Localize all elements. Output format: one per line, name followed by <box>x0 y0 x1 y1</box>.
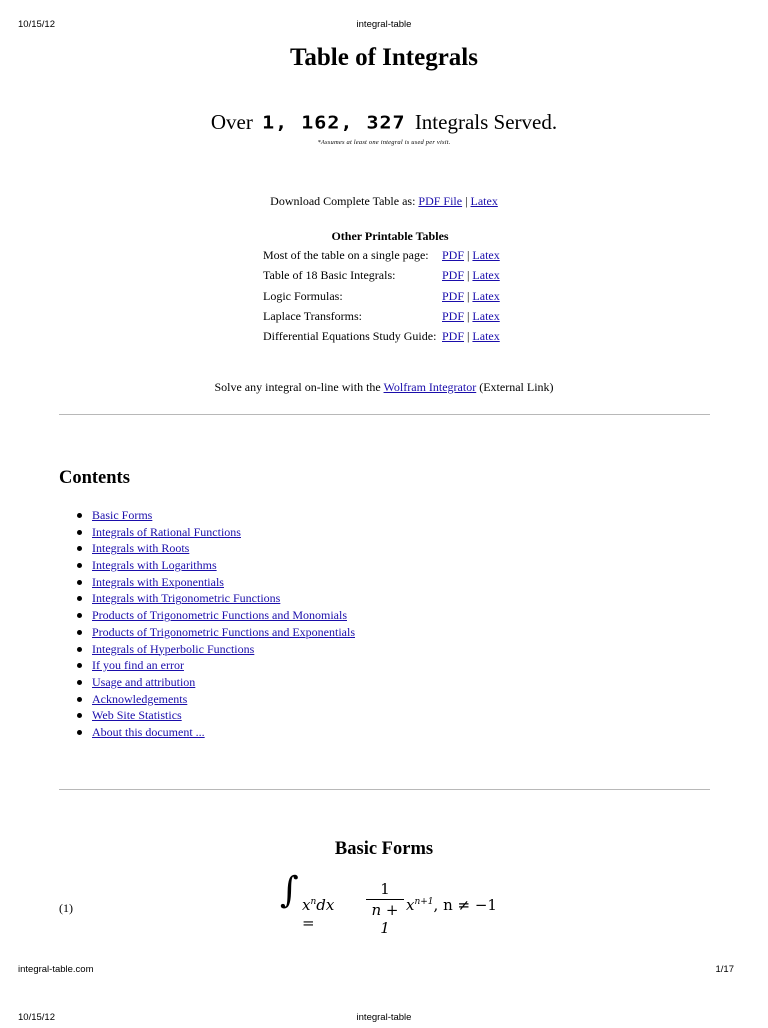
external-link-note: (External Link) <box>479 380 554 394</box>
print-footer <box>0 964 768 980</box>
list-item <box>74 574 355 591</box>
list-item <box>74 624 355 641</box>
counter-line <box>0 110 768 135</box>
link-separator: | <box>467 308 470 323</box>
contents-link[interactable]: About this document ... <box>92 724 205 739</box>
list-item <box>74 607 355 624</box>
list-item <box>74 657 355 674</box>
printable-row <box>260 265 520 285</box>
bullet-icon <box>77 563 82 568</box>
printable-label: Logic Formulas: <box>263 288 343 303</box>
list-item <box>74 540 355 557</box>
bullet-icon <box>77 713 82 718</box>
bullet-icon <box>77 513 82 518</box>
list-item <box>74 674 355 691</box>
list-item <box>74 641 355 658</box>
list-item <box>74 724 355 741</box>
printable-latex-link[interactable]: Latex <box>472 329 500 344</box>
list-item <box>74 707 355 724</box>
print-date: 10/15/12 <box>18 19 55 30</box>
counter-prefix: Over <box>210 110 253 134</box>
printable-latex-link[interactable]: Latex <box>472 288 500 303</box>
bullet-icon <box>77 530 82 535</box>
link-separator: | <box>467 268 470 283</box>
contents-link[interactable]: Integrals of Hyperbolic Functions <box>92 641 255 656</box>
contents-link[interactable]: Integrals with Logarithms <box>92 558 217 573</box>
contents-link[interactable]: If you find an error <box>92 658 184 673</box>
formula-result: $x^{n+1}$, n ≠ −1 <box>406 896 497 914</box>
fraction-bar <box>366 899 404 900</box>
bullet-icon <box>77 580 82 585</box>
counter-number: 1, 162, 327 <box>262 111 406 133</box>
print-header <box>0 19 768 35</box>
printable-label: Table of 18 Basic Integrals: <box>263 268 396 283</box>
integral-sign-icon: ∫ <box>280 870 299 911</box>
contents-link[interactable]: Web Site Statistics <box>92 708 182 723</box>
printable-label: Laplace Transforms: <box>263 308 362 323</box>
print-title: integral-table <box>356 1012 412 1023</box>
contents-link[interactable]: Integrals with Exponentials <box>92 574 224 589</box>
fraction-denominator: n + 1 <box>371 901 399 937</box>
printable-tables <box>260 227 520 346</box>
bullet-icon <box>77 613 82 618</box>
contents-link[interactable]: Integrals of Rational Functions <box>92 524 241 539</box>
contents-link[interactable]: Usage and attribution <box>92 674 196 689</box>
download-text: Download Complete Table as: <box>270 194 416 208</box>
link-separator: | <box>467 329 470 344</box>
contents-link[interactable]: Integrals with Trigonometric Functions <box>92 591 281 606</box>
section-divider <box>59 789 710 790</box>
printable-pdf-link[interactable]: PDF <box>442 329 465 344</box>
bullet-icon <box>77 630 82 635</box>
contents-link[interactable]: Products of Trigonometric Functions and Exponentials <box>92 624 355 639</box>
list-item <box>74 507 355 524</box>
print-title: integral-table <box>356 19 412 30</box>
printable-row <box>260 306 520 326</box>
wolfram-integrator-link[interactable]: Wolfram Integrator <box>383 380 477 394</box>
link-separator: | <box>467 248 470 262</box>
printable-label: Differential Equations Study Guide: <box>263 329 437 344</box>
printable-pdf-link[interactable]: PDF <box>442 288 465 303</box>
printable-pdf-link[interactable]: PDF <box>442 308 465 323</box>
list-item <box>74 557 355 574</box>
bullet-icon <box>77 730 82 735</box>
bullet-icon <box>77 647 82 652</box>
printable-row <box>260 326 520 346</box>
formula-fraction <box>366 880 404 937</box>
formula-integrand: $x^ndx$ = <box>302 896 335 932</box>
download-latex-link[interactable]: Latex <box>470 194 498 208</box>
contents-link[interactable]: Basic Forms <box>92 508 153 522</box>
list-item <box>74 590 355 607</box>
download-separator: | <box>465 194 468 208</box>
print-date: 10/15/12 <box>18 1012 55 1023</box>
printable-latex-link[interactable]: Latex <box>472 268 500 283</box>
print-page-number: 1/17 <box>715 964 734 975</box>
bullet-icon <box>77 680 82 685</box>
basic-forms-heading: Basic Forms <box>334 839 434 859</box>
download-line <box>0 194 768 209</box>
print-site: integral-table.com <box>18 964 94 975</box>
bullet-icon <box>77 596 82 601</box>
bullet-icon <box>77 697 82 702</box>
print-header-next <box>0 1012 768 1028</box>
contents-link[interactable]: Integrals with Roots <box>92 541 190 556</box>
list-item <box>74 524 355 541</box>
bullet-icon <box>77 663 82 668</box>
printable-pdf-link[interactable]: PDF <box>442 248 465 262</box>
contents-link[interactable]: Acknowledgements <box>92 691 188 706</box>
counter-note: *Assumes at least one integral is used per visit. <box>317 139 451 146</box>
solve-line <box>0 380 768 395</box>
equation-number: (1) <box>59 901 73 915</box>
printable-label: Most of the table on a single page: <box>263 248 429 262</box>
link-separator: | <box>467 288 470 303</box>
section-divider <box>59 414 710 415</box>
printable-latex-link[interactable]: Latex <box>472 248 500 262</box>
page-title: Table of Integrals <box>290 44 478 71</box>
printable-pdf-link[interactable]: PDF <box>442 268 465 283</box>
list-item <box>74 691 355 708</box>
printable-heading: Other Printable Tables <box>331 229 449 243</box>
fraction-numerator: 1 <box>380 880 390 898</box>
counter-suffix: Integrals Served. <box>414 110 558 134</box>
printable-row <box>260 245 520 265</box>
solve-text: Solve any integral on-line with the <box>214 380 381 394</box>
contents-heading: Contents <box>59 468 130 488</box>
contents-link[interactable]: Products of Trigonometric Functions and Monomials <box>92 608 347 623</box>
printable-row <box>260 286 520 306</box>
download-pdf-link[interactable]: PDF File <box>418 194 463 208</box>
printable-latex-link[interactable]: Latex <box>472 308 500 323</box>
bullet-icon <box>77 546 82 551</box>
contents-list <box>74 507 355 741</box>
